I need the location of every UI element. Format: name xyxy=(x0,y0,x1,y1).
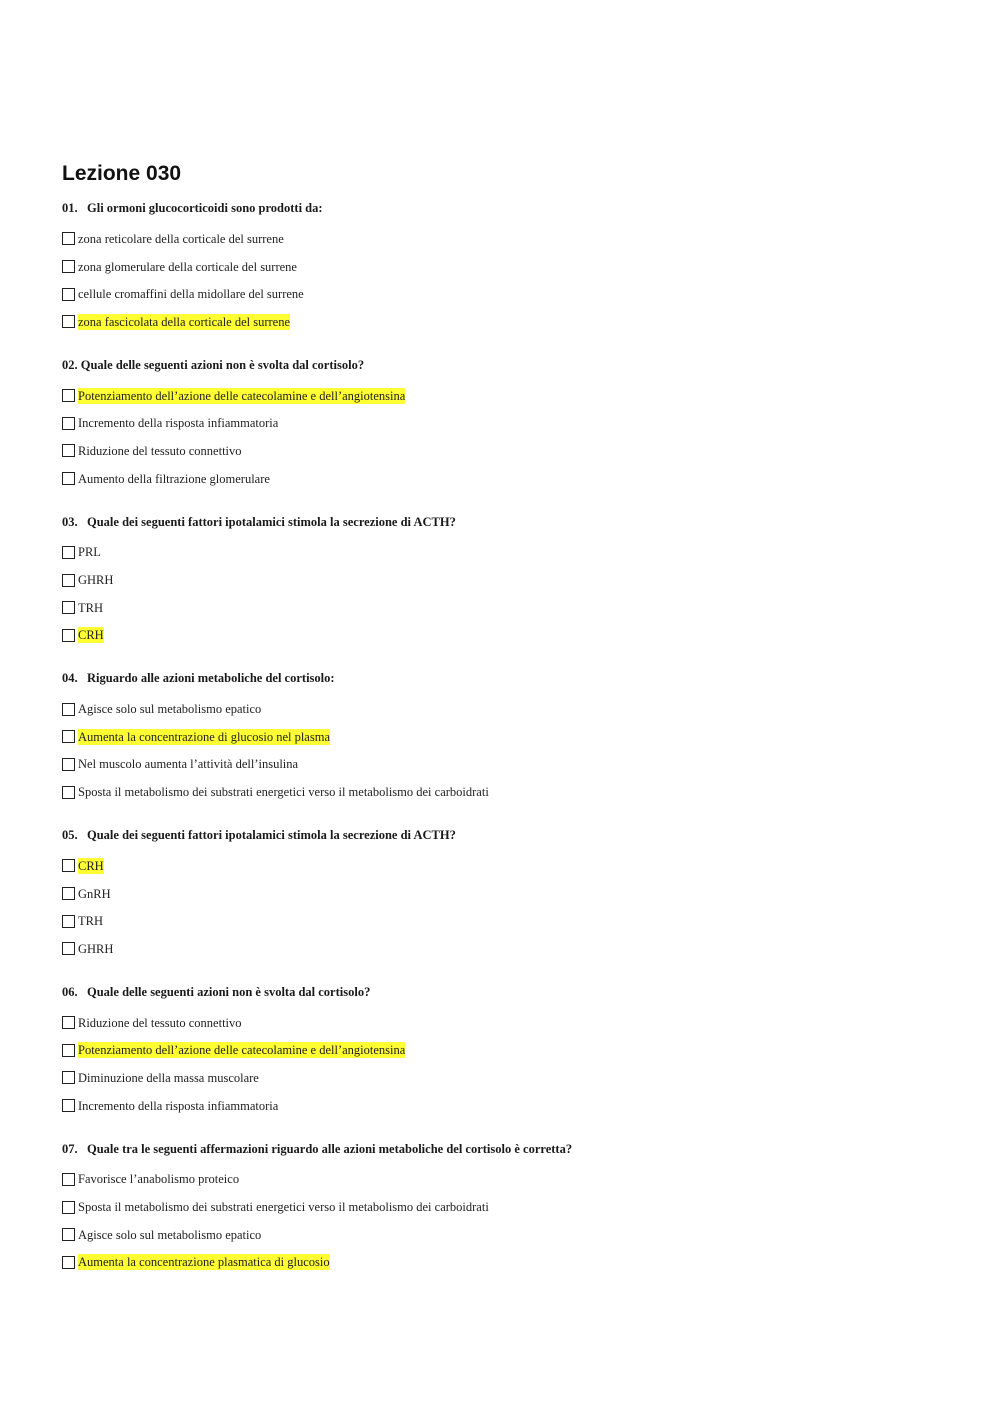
answer-option xyxy=(62,225,942,253)
answer-option xyxy=(62,308,942,336)
answer-option xyxy=(62,1092,942,1120)
answer-checkbox[interactable] xyxy=(62,915,75,928)
answer-checkbox[interactable] xyxy=(62,574,75,587)
answer-checkbox[interactable] xyxy=(62,1071,75,1084)
question-block xyxy=(62,1139,942,1277)
answer-checkbox[interactable] xyxy=(62,260,75,273)
question-block xyxy=(62,982,942,1120)
answer-label: GHRH xyxy=(78,941,114,956)
answer-checkbox[interactable] xyxy=(62,472,75,485)
answer-label: Sposta il metabolismo dei substrati energetici verso il metabolismo dei carboidrati xyxy=(78,785,489,800)
answer-checkbox[interactable] xyxy=(62,389,75,402)
question-text: 06. Quale delle seguenti azioni non è svolta dal cortisolo? xyxy=(62,984,371,999)
answer-option xyxy=(62,852,942,880)
answer-option xyxy=(62,723,942,751)
answer-option xyxy=(62,409,942,437)
answer-option xyxy=(62,253,942,281)
answer-label: GnRH xyxy=(78,886,111,901)
answer-checkbox[interactable] xyxy=(62,1099,75,1112)
question-text: 04. Riguardo alle azioni metaboliche del cortisolo: xyxy=(62,671,335,686)
answer-checkbox[interactable] xyxy=(62,444,75,457)
answer-option xyxy=(62,1249,942,1277)
answer-label: Agisce solo sul metabolismo epatico xyxy=(78,702,262,717)
answer-checkbox[interactable] xyxy=(62,288,75,301)
answer-option xyxy=(62,382,942,410)
answer-option xyxy=(62,778,942,806)
question-block xyxy=(62,512,942,650)
answer-label-highlighted: Potenziamento dell’azione delle catecolamine e dell’angiotensina xyxy=(78,388,406,403)
question-block xyxy=(62,198,942,336)
question-text: 01. Gli ormoni glucocorticoidi sono prodotti da: xyxy=(62,201,323,215)
answer-checkbox[interactable] xyxy=(62,232,75,245)
question-block xyxy=(62,355,942,493)
answer-option xyxy=(62,1009,942,1037)
answer-checkbox[interactable] xyxy=(62,417,75,430)
answer-label: Nel muscolo aumenta l’attività dell’insulina xyxy=(78,757,299,772)
answer-label: Diminuzione della massa muscolare xyxy=(78,1070,259,1085)
question-text: 02. Quale delle seguenti azioni non è svolta dal cortisolo? xyxy=(62,357,365,372)
answer-checkbox[interactable] xyxy=(62,887,75,900)
answer-label: TRH xyxy=(78,914,103,929)
quiz-page xyxy=(62,160,942,1295)
answer-option xyxy=(62,880,942,908)
answer-label: Sposta il metabolismo dei substrati energetici verso il metabolismo dei carboidrati xyxy=(78,1200,489,1215)
answer-checkbox[interactable] xyxy=(62,942,75,955)
question-text: 05. Quale dei seguenti fattori ipotalamici stimola la secrezione di ACTH? xyxy=(62,828,456,842)
answer-option xyxy=(62,1221,942,1249)
answer-label-highlighted: zona fascicolata della corticale del surrene xyxy=(78,314,291,329)
answer-label: zona reticolare della corticale del surrene xyxy=(78,231,284,246)
answer-label: Incremento della risposta infiammatoria xyxy=(78,416,279,431)
answer-checkbox[interactable] xyxy=(62,703,75,716)
answer-checkbox[interactable] xyxy=(62,786,75,799)
answer-option xyxy=(62,1036,942,1064)
answer-label-highlighted: Aumenta la concentrazione plasmatica di glucosio xyxy=(78,1255,330,1270)
answer-label: Riduzione del tessuto connettivo xyxy=(78,443,242,458)
answer-label: Riduzione del tessuto connettivo xyxy=(78,1015,242,1030)
answer-checkbox[interactable] xyxy=(62,758,75,771)
answer-checkbox[interactable] xyxy=(62,1201,75,1214)
answer-option xyxy=(62,437,942,465)
answer-label: GHRH xyxy=(78,573,114,588)
answer-checkbox[interactable] xyxy=(62,1016,75,1029)
answer-option xyxy=(62,1064,942,1092)
answer-label-highlighted: Potenziamento dell’azione delle catecolamine e dell’angiotensina xyxy=(78,1043,406,1058)
answer-label: Favorisce l’anabolismo proteico xyxy=(78,1172,240,1187)
answer-checkbox[interactable] xyxy=(62,1044,75,1057)
question-block xyxy=(62,825,942,963)
answer-option xyxy=(62,935,942,963)
answer-label-highlighted: CRH xyxy=(78,858,104,873)
answer-checkbox[interactable] xyxy=(62,629,75,642)
answer-label: Aumento della filtrazione glomerulare xyxy=(78,471,270,486)
question-list xyxy=(62,198,942,1276)
answer-option xyxy=(62,1193,942,1221)
answer-checkbox[interactable] xyxy=(62,730,75,743)
answer-option xyxy=(62,566,942,594)
answer-label: Agisce solo sul metabolismo epatico xyxy=(78,1227,262,1242)
answer-option xyxy=(62,465,942,493)
answer-option xyxy=(62,1166,942,1194)
question-text: 07. Quale tra le seguenti affermazioni riguardo alle azioni metaboliche del cortisolo è corretta? xyxy=(62,1141,573,1156)
answer-option xyxy=(62,695,942,723)
question-text: 03. Quale dei seguenti fattori ipotalamici stimola la secrezione di ACTH? xyxy=(62,514,456,529)
answer-label: cellule cromaffini della midollare del surrene xyxy=(78,287,304,302)
answer-label-highlighted: Aumenta la concentrazione di glucosio nel plasma xyxy=(78,729,330,744)
answer-option xyxy=(62,907,942,935)
answer-option xyxy=(62,622,942,650)
answer-checkbox[interactable] xyxy=(62,1256,75,1269)
answer-option xyxy=(62,594,942,622)
answer-checkbox[interactable] xyxy=(62,315,75,328)
answer-checkbox[interactable] xyxy=(62,859,75,872)
answer-checkbox[interactable] xyxy=(62,601,75,614)
page-title: Lezione 030 xyxy=(62,162,182,185)
answer-checkbox[interactable] xyxy=(62,546,75,559)
answer-option xyxy=(62,539,942,567)
answer-checkbox[interactable] xyxy=(62,1173,75,1186)
answer-label-highlighted: CRH xyxy=(78,628,104,643)
answer-label: TRH xyxy=(78,600,103,615)
answer-checkbox[interactable] xyxy=(62,1228,75,1241)
answer-option xyxy=(62,751,942,779)
question-block xyxy=(62,668,942,806)
answer-label: PRL xyxy=(78,545,101,560)
answer-option xyxy=(62,280,942,308)
answer-label: Incremento della risposta infiammatoria xyxy=(78,1098,279,1113)
answer-label: zona glomerulare della corticale del surrene xyxy=(78,259,297,274)
